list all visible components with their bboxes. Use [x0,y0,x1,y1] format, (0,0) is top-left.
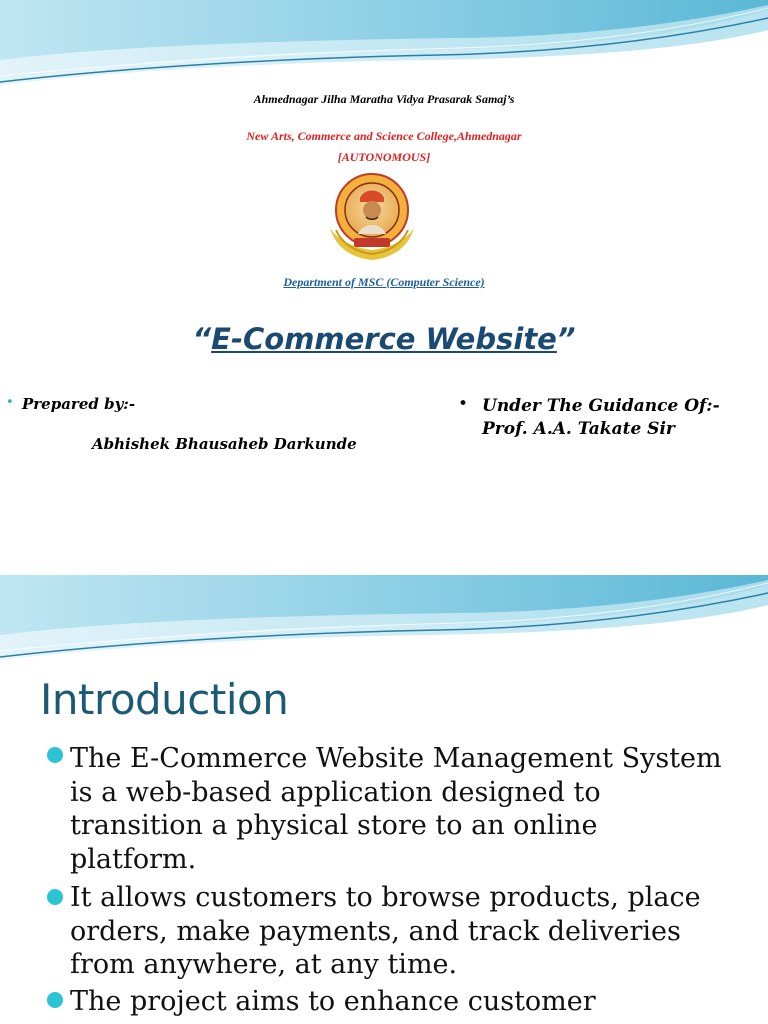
bullet-dot-icon: • [458,394,469,414]
slide-heading: Introduction [40,675,289,724]
bullet-dot-icon: • [6,395,14,410]
prepared-by-label: Prepared by:- [22,395,136,413]
introduction-slide [0,575,768,1024]
intro-bullet-text: It allows customers to browse products, place orders, make payments, and track deliveries from anywhere, at any time. [70,882,701,980]
title-close-quote: ” [556,322,576,356]
slide-header-wave [0,0,768,95]
bullet-circle-icon [47,747,67,767]
title-text: E-Commerce Website [211,322,557,356]
society-name: Ahmednagar Jilha Maratha Vidya Prasarak Samaj’s [253,92,515,106]
department-name: Department of MSC (Computer Science) [283,275,485,289]
bullet-circle-icon [47,992,67,1012]
bullet-circle-icon [47,889,67,909]
college-name: New Arts, Commerce and Science College,Ahmednagar [246,129,522,143]
title-open-quote: “ [192,322,212,356]
intro-bullet-text: The E-Commerce Website Management System is a web-based application designed to transition a physical store to an online platform. [70,743,722,875]
guidance-text: Under The Guidance Of:-Prof. A.A. Takate Sir [482,396,720,439]
autonomous-label: [AUTONOMOUS] [337,150,431,164]
presentation-title [0,322,768,356]
slide-header-wave [0,575,768,670]
college-emblem-icon [322,168,422,263]
student-name: Abhishek Bhausaheb Darkunde [92,435,357,453]
intro-bullet-text: The project aims to enhance customer [70,986,596,1017]
